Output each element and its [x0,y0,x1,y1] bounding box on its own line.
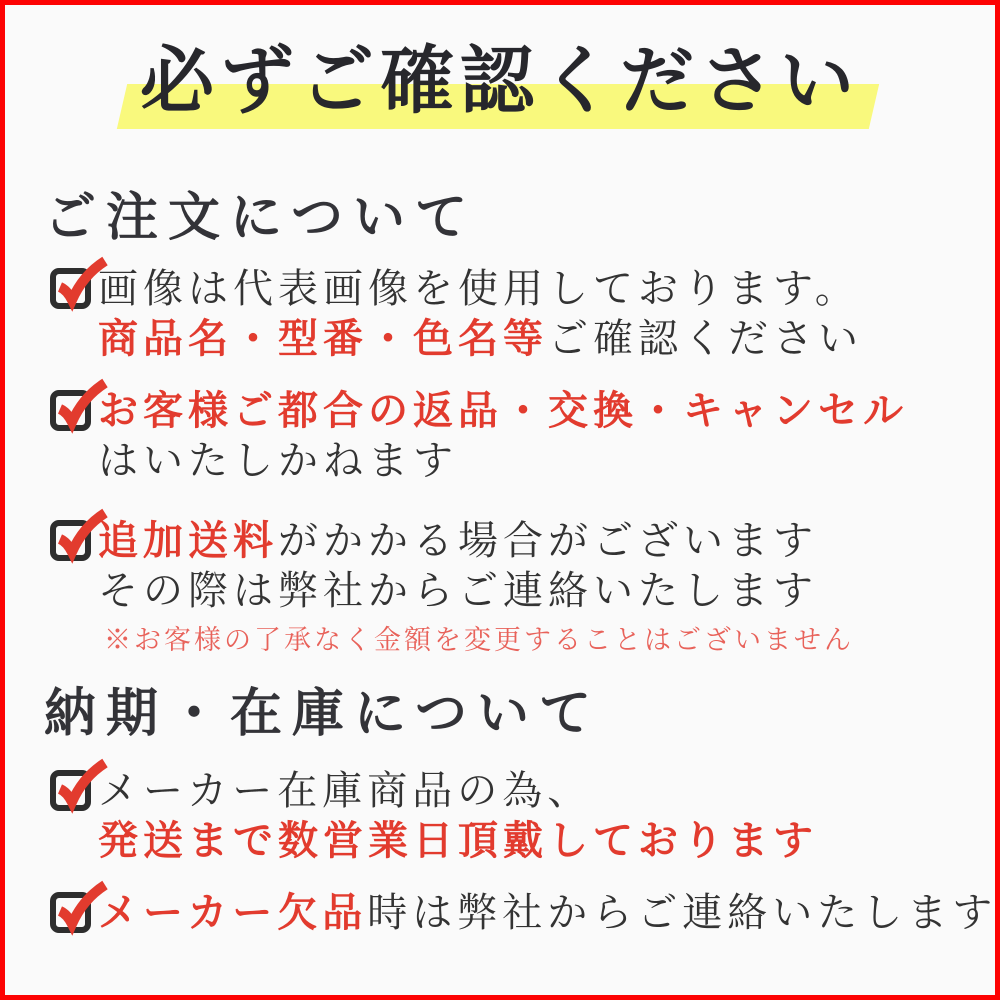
checkbox-checked-icon [50,268,91,309]
item-text-segment: その際は弊社からご連絡いたします [98,568,818,614]
item-text [98,264,863,364]
item-line [98,888,997,938]
list-item [50,516,854,657]
item-line [98,766,818,816]
item-text [98,516,854,657]
page-title [138,40,862,122]
item-text-segment-emphasis: 商品名・型番・色名等 [98,315,548,362]
item-text-segment: がかかる場合がございます [278,518,818,564]
item-line [98,386,908,436]
item-line [98,566,854,616]
section-heading-order: ご注文について [44,187,477,248]
item-note: ※お客様の了承なく金額を変更することはございません [104,625,854,656]
item-line [98,516,854,566]
item-text-segment-emphasis: メーカー欠品 [98,889,368,936]
item-text-segment-emphasis: お客様ご都合の返品・交換・キャンセル [98,387,908,434]
item-text [98,888,997,938]
page-title-text: 必ずご確認ください [140,38,860,124]
item-text-segment-emphasis: 追加送料 [98,517,278,564]
list-item [50,766,818,866]
item-text-segment: ご確認ください [548,316,863,362]
item-text-segment: はいたしかねます [98,438,458,484]
section-heading-delivery-stock: 納期・在庫について [44,683,601,744]
item-line [98,816,818,866]
item-text-segment: メーカー在庫商品の為、 [98,768,593,814]
title-area [0,40,1000,122]
list-item [50,386,908,486]
item-text-segment-emphasis: 発送まで数営業日頂戴しております [98,817,818,864]
list-item [50,264,863,364]
list-item [50,888,997,938]
item-text-segment: 画像は代表画像を使用しております。 [98,266,860,312]
item-text-segment: 時は弊社からご連絡いたします [367,890,998,936]
item-line [98,314,863,364]
checkbox-checked-icon [50,770,91,811]
item-text [98,766,818,866]
item-text [98,386,908,486]
item-line [98,436,908,486]
checkbox-checked-icon [50,390,91,431]
checkbox-checked-icon [50,892,91,933]
item-line [98,264,863,314]
checkbox-checked-icon [50,520,91,561]
